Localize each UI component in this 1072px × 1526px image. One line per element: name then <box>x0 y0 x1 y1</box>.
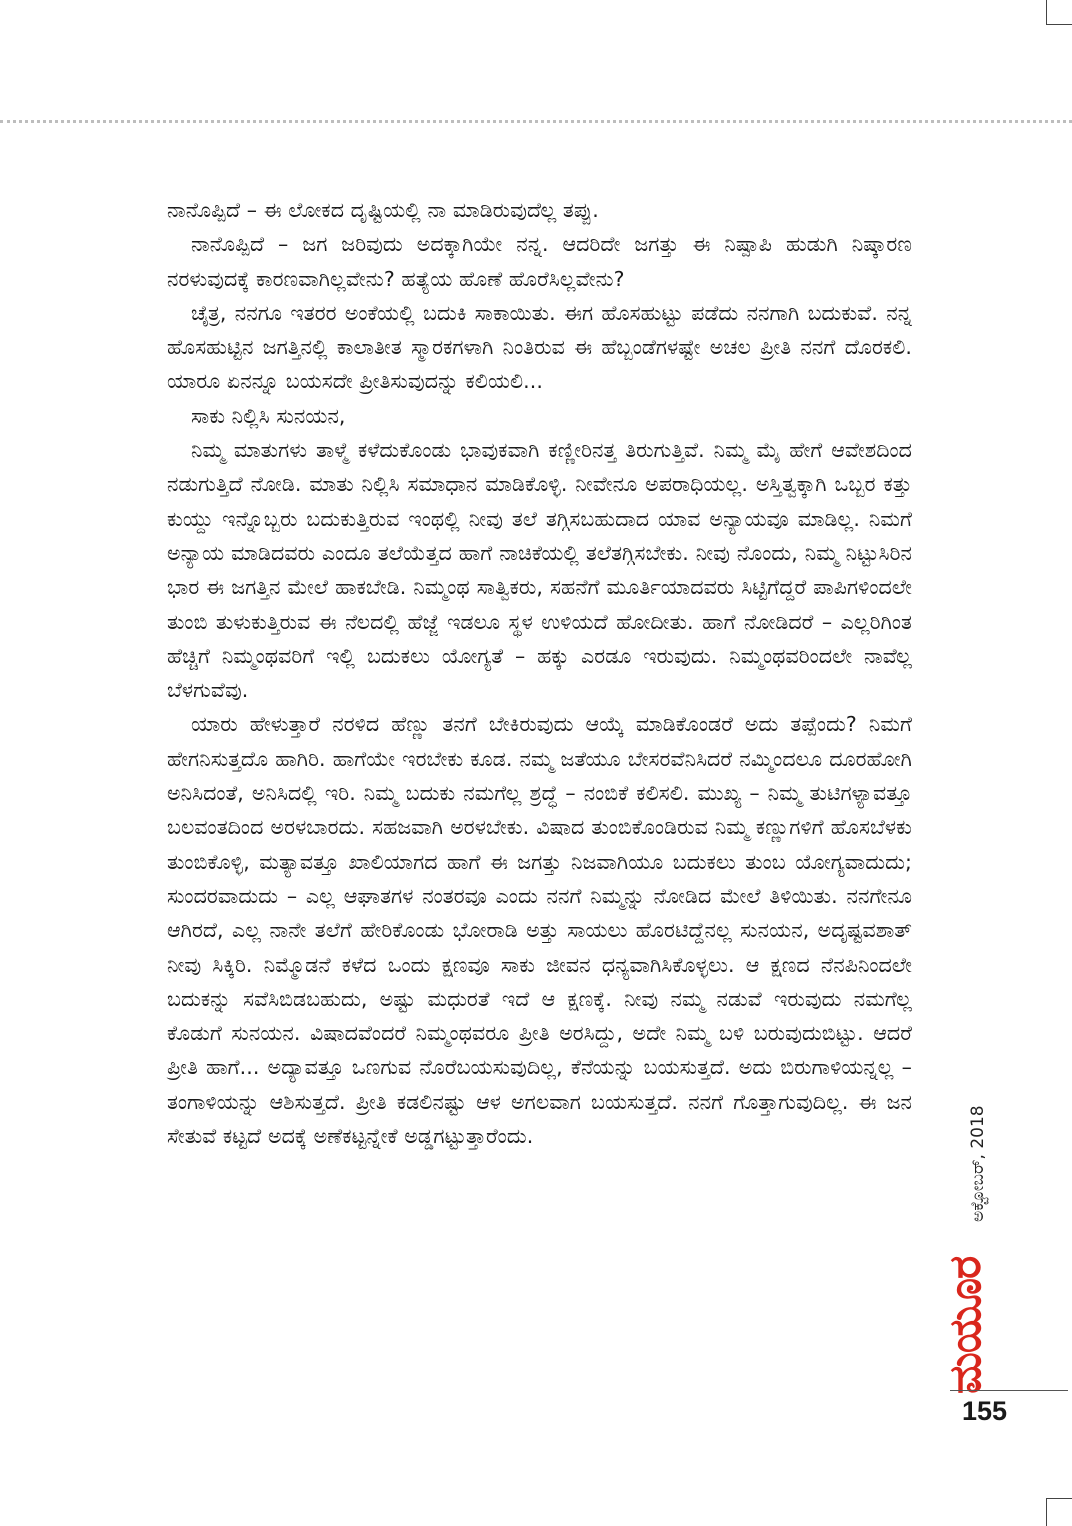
issue-date: ಅಕ್ಟೋಬರ್, 2018 <box>968 1105 988 1222</box>
crop-mark-top <box>1046 0 1072 25</box>
page-number-rule <box>950 1390 1068 1391</box>
article-paragraph: ನಿಮ್ಮ ಮಾತುಗಳು ತಾಳ್ಮೆ ಕಳೆದುಕೊಂಡು ಭಾವುಕವಾಗಿ ಕಣ್ಣೀರಿನತ್ತ ತಿರುಗುತ್ತಿವೆ. ನಿಮ್ಮ ಮೈ ಹೇಗೆ ಆವೇಶದಿಂದ ನಡುಗುತ್ತಿದೆ ನೋಡಿ. ಮಾತು ನಿಲ್ಲಿಸಿ ಸಮಾಧಾನ ಮಾಡಿಕೊಳ್ಳಿ. ನೀವೇನೂ ಅಪರಾಧಿಯಲ್ಲ. ಅಸ್ತಿತ್ವಕ್ಕಾಗಿ ಒಬ್ಬರ ಕತ್ತು ಕುಯ್ದು ಇನ್ನೊಬ್ಬರು ಬದುಕುತ್ತಿರುವ ಇಂಥಲ್ಲಿ ನೀವು ತಲೆ ತಗ್ಗಿಸಬಹುದಾದ ಯಾವ ಅನ್ಯಾಯವೂ ಮಾಡಿಲ್ಲ. ನಿಮಗೆ ಅನ್ಯಾಯ ಮಾಡಿದವರು ಎಂದೂ ತಲೆಯೆತ್ತದ ಹಾಗೆ ನಾಚಿಕೆಯಲ್ಲಿ ತಲೆತಗ್ಗಿಸಬೇಕು. ನೀವು ನೊಂದು, ನಿಮ್ಮ ನಿಟ್ಟುಸಿರಿನ ಭಾರ ಈ ಜಗತ್ತಿನ ಮೇಲೆ ಹಾಕಬೇಡಿ. ನಿಮ್ಮಂಥ ಸಾತ್ವಿಕರು, ಸಹನೆಗೆ ಮೂರ್ತಿಯಾದವರು ಸಿಟ್ಟಿಗೆದ್ದರೆ ಪಾಪಿಗಳಿಂದಲೇ ತುಂಬಿ ತುಳುಕುತ್ತಿರುವ ಈ ನೆಲದಲ್ಲಿ ಹೆಜ್ಜೆ ಇಡಲೂ ಸ್ಥಳ ಉಳಿಯದೆ ಹೋದೀತು. ಹಾಗೆ ನೋಡಿದರೆ – ಎಲ್ಲರಿಗಿಂತ ಹೆಚ್ಚಿಗೆ ನಿಮ್ಮಂಥವರಿಗೆ ಇಲ್ಲಿ ಬದುಕಲು ಯೋಗ್ಯತೆ – ಹಕ್ಕು ಎರಡೂ ಇರುವುದು. ನಿಮ್ಮಂಥವರಿಂದಲೇ ನಾವೆಲ್ಲ ಬೆಳಗುವೆವು. <box>167 438 912 703</box>
page-number: 155 <box>962 1396 1008 1426</box>
magazine-logo: ಮಯೂರ <box>940 1256 991 1394</box>
article-paragraph: ಚೈತ್ರ, ನನಗೂ ಇತರರ ಅಂಕೆಯಲ್ಲಿ ಬದುಕಿ ಸಾಕಾಯಿತು. ಈಗ ಹೊಸಹುಟ್ಟು ಪಡೆದು ನನಗಾಗಿ ಬದುಕುವೆ. ನನ್ನ ಹೊಸಹುಟ್ಟಿನ ಜಗತ್ತಿನಲ್ಲಿ ಕಾಲಾತೀತ ಸ್ಮಾರಕಗಳಾಗಿ ನಿಂತಿರುವ ಈ ಹೆಬ್ಬಂಡೆಗಳಷ್ಟೇ ಅಚಲ ಪ್ರೀತಿ ನನಗೆ ದೊರಕಲಿ. ಯಾರೂ ಏನನ್ನೂ ಬಯಸದೇ ಪ್ರೀತಿಸುವುದನ್ನು ಕಲಿಯಲಿ... <box>167 300 912 394</box>
crop-mark-bottom <box>1046 1498 1072 1526</box>
article-paragraph: ಸಾಕು ನಿಲ್ಲಿಸಿ ಸುನಯನ, <box>191 403 346 428</box>
article-body <box>167 193 912 1153</box>
top-dotted-rule <box>0 120 1072 123</box>
article-paragraph: ಯಾರು ಹೇಳುತ್ತಾರೆ ನರಳಿದ ಹೆಣ್ಣು ತನಗೆ ಬೇಕಿರುವುದು ಆಯ್ಕೆ ಮಾಡಿಕೊಂಡರೆ ಅದು ತಪ್ಪೆಂದು? ನಿಮಗೆ ಹೇಗನಿಸುತ್ತದೊ ಹಾಗಿರಿ. ಹಾಗೆಯೇ ಇರಬೇಕು ಕೂಡ. ನಮ್ಮ ಜತೆಯೂ ಬೇಸರವೆನಿಸಿದರೆ ನಮ್ಮಿಂದಲೂ ದೂರಹೋಗಿ ಅನಿಸಿದಂತೆ, ಅನಿಸಿದಲ್ಲಿ ಇರಿ. ನಿಮ್ಮ ಬದುಕು ನಮಗೆಲ್ಲ ಶ್ರದ್ಧೆ – ನಂಬಿಕೆ ಕಲಿಸಲಿ. ಮುಖ್ಯ – ನಿಮ್ಮ ತುಟಿಗಳ್ಯಾವತ್ತೂ ಬಲವಂತದಿಂದ ಅರಳಬಾರದು. ಸಹಜವಾಗಿ ಅರಳಬೇಕು. ವಿಷಾದ ತುಂಬಿಕೊಂಡಿರುವ ನಿಮ್ಮ ಕಣ್ಣುಗಳಿಗೆ ಹೊಸಬೆಳಕು ತುಂಬಿಕೊಳ್ಳಿ, ಮತ್ಯಾವತ್ತೂ ಖಾಲಿಯಾಗದ ಹಾಗೆ ಈ ಜಗತ್ತು ನಿಜವಾಗಿಯೂ ಬದುಕಲು ತುಂಬ ಯೋಗ್ಯವಾದುದು; ಸುಂದರವಾದುದು – ಎಲ್ಲ ಆಘಾತಗಳ ನಂತರವೂ ಎಂದು ನನಗೆ ನಿಮ್ಮನ್ನು ನೋಡಿದ ಮೇಲೆ ತಿಳಿಯಿತು. ನನಗೇನೂ ಆಗಿರದೆ, ಎಲ್ಲ ನಾನೇ ತಲೆಗೆ ಹೇರಿಕೊಂಡು ಭೋರಾಡಿ ಅತ್ತು ಸಾಯಲು ಹೊರಟಿದ್ದೆನಲ್ಲ ಸುನಯನ, ಅದೃಷ್ಟವಶಾತ್ ನೀವು ಸಿಕ್ಕಿರಿ. ನಿಮ್ಮೊಡನೆ ಕಳೆದ ಒಂದು ಕ್ಷಣವೂ ಸಾಕು ಜೀವನ ಧನ್ಯವಾಗಿಸಿಕೊಳ್ಳಲು. ಆ ಕ್ಷಣದ ನೆನಪಿನಿಂದಲೇ ಬದುಕನ್ನು ಸವೆಸಿಬಿಡಬಹುದು, ಅಷ್ಟು ಮಧುರತೆ ಇದೆ ಆ ಕ್ಷಣಕ್ಕೆ. ನೀವು ನಮ್ಮ ನಡುವೆ ಇರುವುದು ನಮಗೆಲ್ಲ ಕೊಡುಗೆ ಸುನಯನ. ವಿಷಾದವೆಂದರೆ ನಿಮ್ಮಂಥವರೂ ಪ್ರೀತಿ ಅರಸಿದ್ದು, ಅದೇ ನಿಮ್ಮ ಬಳಿ ಬರುವುದುಬಿಟ್ಟು. ಆದರೆ ಪ್ರೀತಿ ಹಾಗೆ... ಅದ್ಯಾವತ್ತೂ ಒಣಗುವ ನೊರೆಬಯಸುವುದಿಲ್ಲ, ಕೆನೆಯನ್ನು ಬಯಸುತ್ತದೆ. ಅದು ಬಿರುಗಾಳಿಯನ್ನಲ್ಲ – ತಂಗಾಳಿಯನ್ನು ಆಶಿಸುತ್ತದೆ. ಪ್ರೀತಿ ಕಡಲಿನಷ್ಟು ಆಳ ಅಗಲವಾಗ ಬಯಸುತ್ತದೆ. ನನಗೆ ಗೊತ್ತಾಗುವುದಿಲ್ಲ. ಈ ಜನ ಸೇತುವೆ ಕಟ್ಟದೆ ಅದಕ್ಕೆ ಅಣೆಕಟ್ಟನ್ನೇಕೆ ಅಡ್ಡಗಟ್ಟುತ್ತಾರೆಂದು. <box>167 712 912 1149</box>
article-paragraph: ನಾನೊಪ್ಪಿದೆ – ಜಗ ಜರಿವುದು ಅದಕ್ಕಾಗಿಯೇ ನನ್ನ. ಆದರಿದೇ ಜಗತ್ತು ಈ ನಿಷ್ಪಾಪಿ ಹುಡುಗಿ ನಿಷ್ಕಾರಣ ನರಳುವುದಕ್ಕೆ ಕಾರಣವಾಗಿಲ್ಲವೇನು? ಹತ್ಯೆಯ ಹೊಣೆ ಹೊರೆಸಿಲ್ಲವೇನು? <box>167 232 912 291</box>
article-paragraph: ನಾನೊಪ್ಪಿದೆ – ಈ ಲೋಕದ ದೃಷ್ಟಿಯಲ್ಲಿ ನಾ ಮಾಡಿರುವುದೆಲ್ಲ ತಪ್ಪು. <box>167 198 599 222</box>
